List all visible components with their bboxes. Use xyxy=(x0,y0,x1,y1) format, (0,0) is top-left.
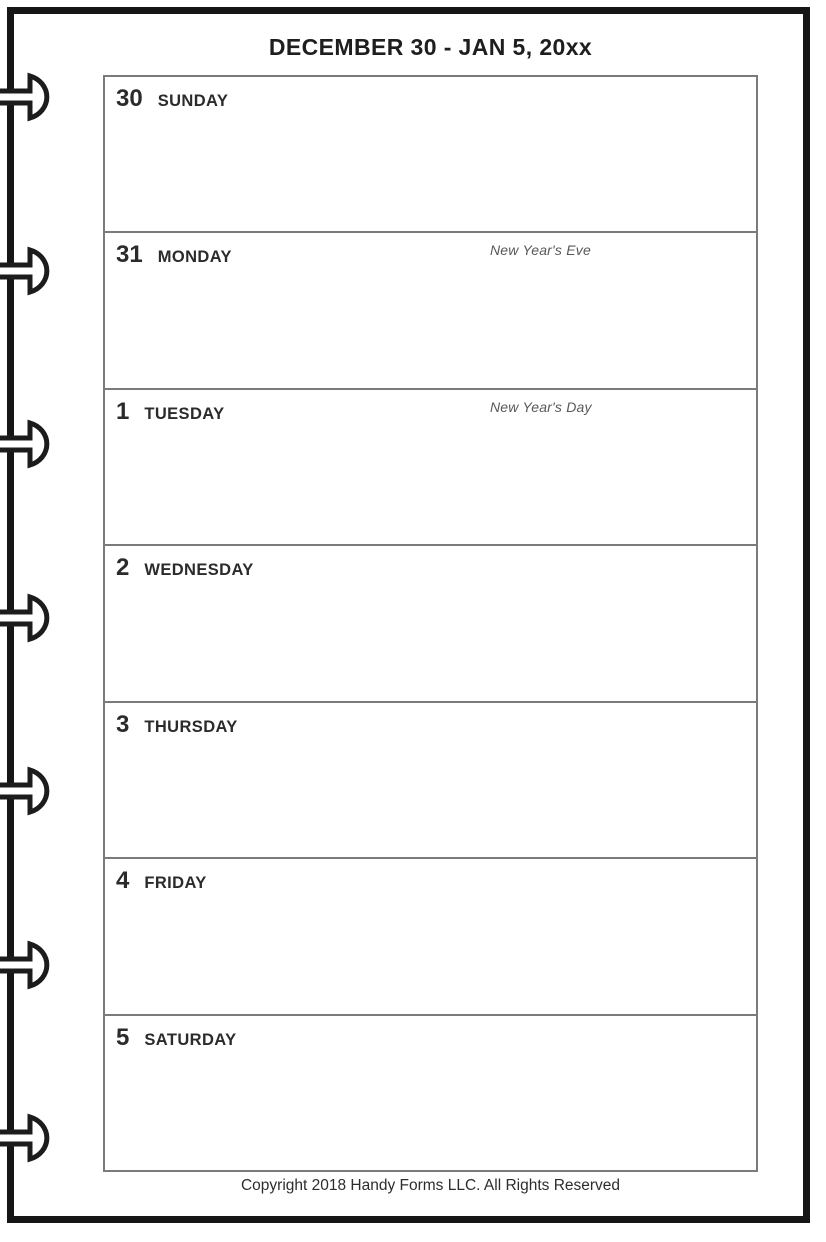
day-header xyxy=(105,390,756,426)
day-row xyxy=(105,1014,756,1170)
binder-hole-icon xyxy=(0,763,62,819)
binder-hole-icon xyxy=(0,590,62,646)
binder-hole-icon xyxy=(0,243,62,299)
day-number: 31 xyxy=(116,241,143,269)
day-number: 2 xyxy=(116,554,130,582)
day-name-label: WEDNESDAY xyxy=(144,561,254,580)
day-row xyxy=(105,77,756,231)
binder-hole-icon xyxy=(0,416,62,472)
day-row xyxy=(105,388,756,544)
day-header xyxy=(105,1016,756,1052)
day-name-label: THURSDAY xyxy=(144,717,238,736)
day-row xyxy=(105,701,756,857)
holiday-label: New Year's Day xyxy=(490,398,592,415)
day-name-label: TUESDAY xyxy=(144,404,225,423)
day-name-label: SUNDAY xyxy=(157,92,229,110)
holiday-label: New Year's Eve xyxy=(490,242,591,259)
day-header xyxy=(105,77,756,113)
day-header xyxy=(105,546,756,582)
day-name-label: MONDAY xyxy=(157,248,232,267)
binder-hole-icon xyxy=(0,1110,62,1166)
day-number: 4 xyxy=(116,867,130,895)
copyright-footer: Copyright 2018 Handy Forms LLC. All Rights Reserved xyxy=(240,1177,621,1194)
day-header xyxy=(105,233,756,269)
binder-hole-icon xyxy=(0,937,62,993)
binder-hole-icon xyxy=(0,69,62,125)
week-table xyxy=(103,75,758,1172)
day-name-label: FRIDAY xyxy=(144,874,207,893)
day-number: 1 xyxy=(116,397,130,425)
day-header xyxy=(105,859,756,895)
day-number: 3 xyxy=(116,710,130,738)
day-name-label: SATURDAY xyxy=(144,1030,237,1049)
day-number: 5 xyxy=(116,1023,130,1051)
day-row xyxy=(105,857,756,1013)
day-row xyxy=(105,231,756,387)
day-row xyxy=(105,544,756,700)
day-number: 30 xyxy=(116,85,143,112)
week-title: DECEMBER 30 - JAN 5, 20xx xyxy=(268,34,593,60)
day-header xyxy=(105,703,756,739)
